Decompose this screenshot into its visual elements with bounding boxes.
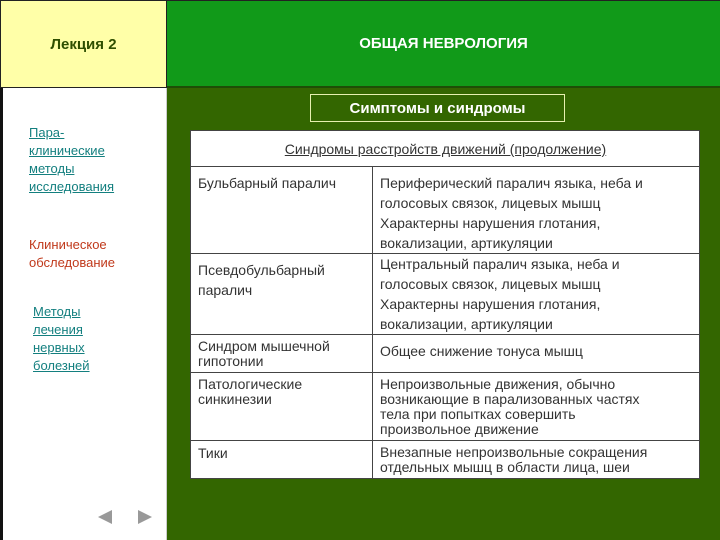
sidebar-link-treatment[interactable] (33, 303, 90, 375)
syndrome-name: Бульбарный паралич (191, 167, 373, 254)
table-row (191, 335, 700, 373)
lecture-label: Лекция 2 (0, 0, 167, 88)
syndrome-description: Непроизвольные движения, обычно возникающие в парализованных частях тела при попытках совершить произвольное движение (373, 373, 700, 441)
link-line: болезней (33, 358, 90, 373)
sidebar-item-clinical-exam[interactable] (29, 236, 115, 272)
syndrome-name: Псевдобульбарный паралич (191, 254, 373, 335)
syndrome-description: Общее снижение тонуса мышц (373, 335, 700, 373)
item-line: обследование (29, 255, 116, 270)
table-row (191, 373, 700, 441)
syndrome-description: Внезапные непроизвольные сокращения отдельных мышц в области лица, шеи (373, 441, 700, 479)
page-title: ОБЩАЯ НЕВРОЛОГИЯ (167, 0, 720, 88)
syndrome-name: Синдром мышечной гипотонии (191, 335, 373, 373)
link-line: Пара- (29, 125, 65, 140)
previous-arrow-icon[interactable] (98, 510, 112, 524)
next-arrow-icon[interactable] (138, 510, 152, 524)
syndrome-name: Тики (191, 441, 373, 479)
link-line: клинические (29, 143, 105, 158)
link-line: Методы (33, 304, 81, 319)
table-row (191, 167, 700, 254)
item-line: Клиническое (29, 237, 107, 252)
link-line: нервных (33, 340, 85, 355)
table-row (191, 441, 700, 479)
section-title: Симптомы и синдромы (310, 94, 565, 122)
link-line: методы (29, 161, 75, 176)
sidebar-link-paraclinical[interactable] (29, 124, 114, 196)
syndromes-table (190, 130, 700, 479)
syndrome-name: Патологические синкинезии (191, 373, 373, 441)
syndrome-description: Центральный паралич языка, неба и голосовых связок, лицевых мышц Характерны нарушения глотания, вокализации, артикуляции (373, 254, 700, 335)
link-line: исследования (29, 179, 115, 194)
sidebar (0, 88, 167, 540)
table-caption: Синдромы расстройств движений (продолжение) (191, 131, 700, 167)
table-row (191, 254, 700, 335)
link-line: лечения (33, 322, 83, 337)
syndrome-description: Периферический паралич языка, неба и голосовых связок, лицевых мышц Характерны нарушения глотания, вокализации, артикуляции (373, 167, 700, 254)
